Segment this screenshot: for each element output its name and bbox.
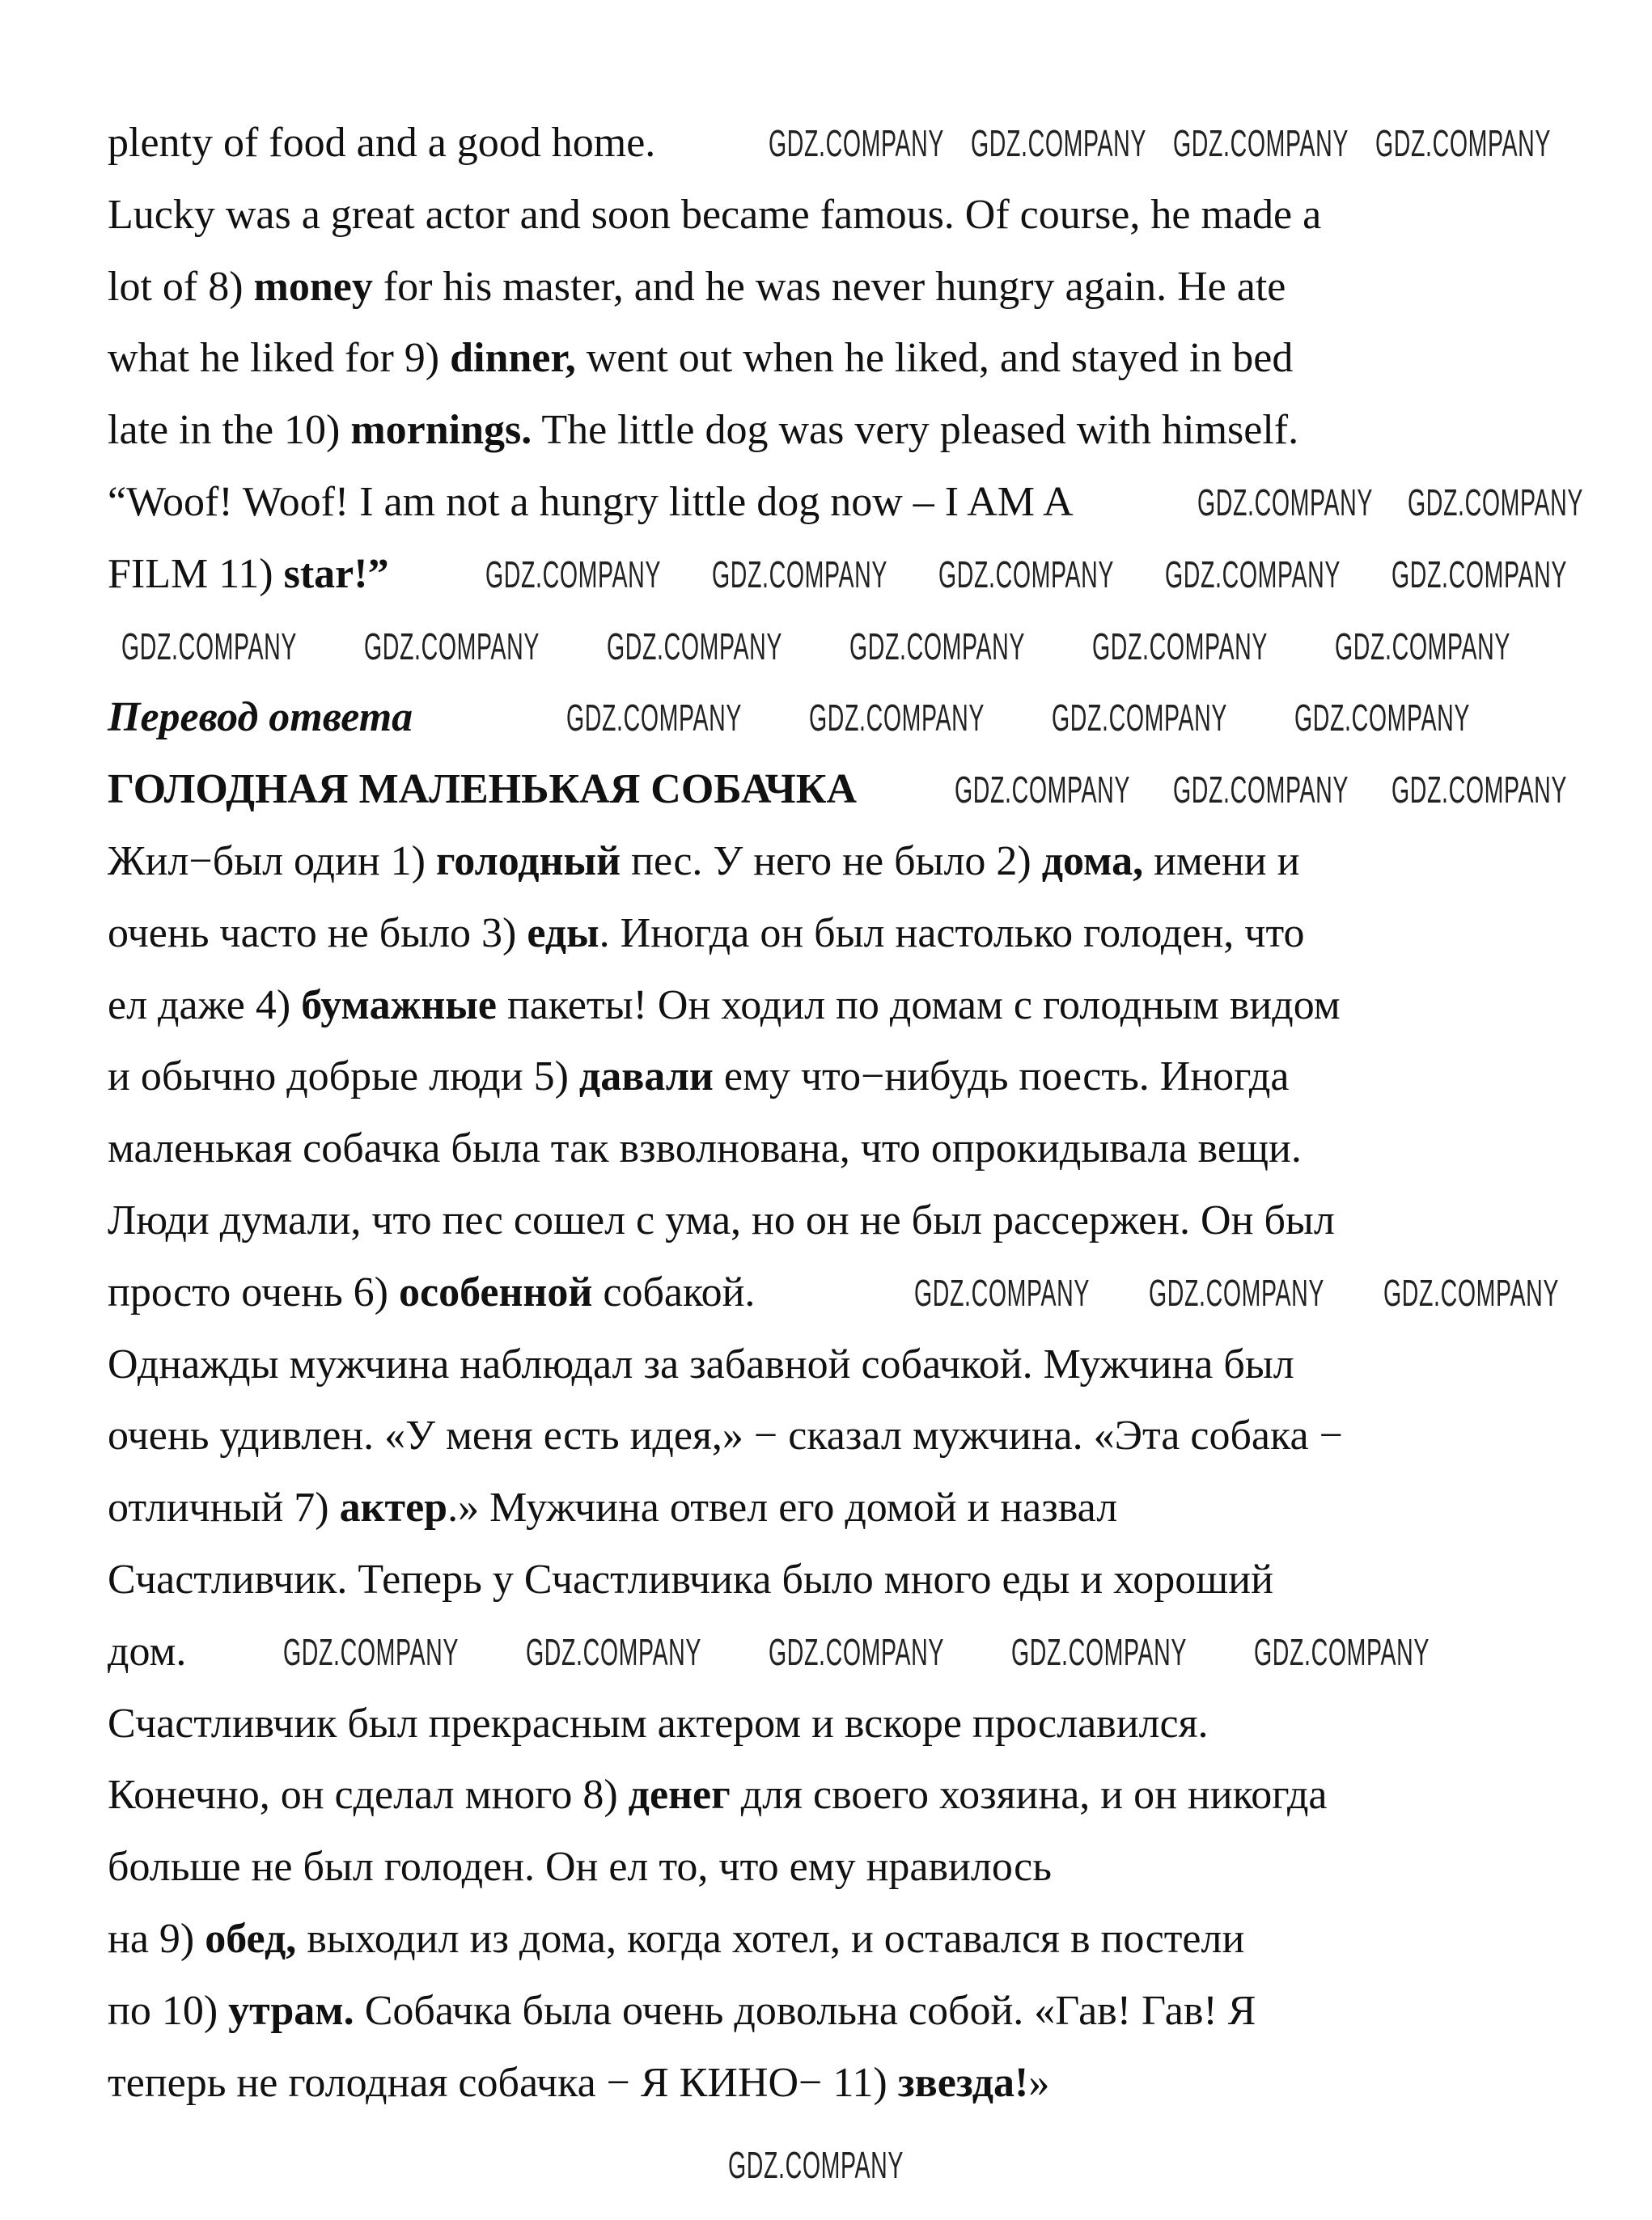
text-segment: what he liked for 9) bbox=[108, 335, 451, 382]
text-line bbox=[108, 1760, 1564, 1832]
watermark: GDZ.COMPANY bbox=[1408, 481, 1584, 523]
text-segment: маленькая собачка была так взволнована, что опрокидывала вещи. bbox=[108, 1125, 1302, 1172]
text-line bbox=[108, 898, 1564, 970]
text-line bbox=[108, 611, 1564, 683]
watermark: GDZ.COMPANY bbox=[1391, 553, 1568, 595]
text-segment: plenty of food and a good home. bbox=[108, 120, 656, 166]
watermark: GDZ.COMPANY bbox=[1197, 481, 1374, 523]
text-segment: пакеты! Он ходил по домам с голодным видом bbox=[496, 981, 1341, 1028]
emphasized-text: ГОЛОДНАЯ МАЛЕНЬКАЯ СОБАЧКА bbox=[108, 766, 858, 813]
text-line bbox=[108, 970, 1564, 1042]
text-segment: Люди думали, что пес сошел с ума, но он не был рассержен. Он был bbox=[108, 1197, 1335, 1243]
text-line bbox=[108, 754, 1564, 826]
text-segment: просто очень 6) bbox=[108, 1269, 399, 1315]
text-segment: » bbox=[1028, 2059, 1050, 2106]
text-segment: пес. У него не было 2) bbox=[621, 837, 1042, 884]
text-segment: Однажды мужчина наблюдал за забавной собачкой. Мужчина был bbox=[108, 1341, 1294, 1388]
text-segment: Конечно, он сделал много 8) bbox=[108, 1772, 629, 1819]
emphasized-text: давали bbox=[578, 1053, 714, 1100]
text-segment: Жил−был один 1) bbox=[108, 837, 436, 884]
text-line bbox=[108, 826, 1564, 898]
text-line bbox=[108, 1329, 1564, 1401]
text-segment: и обычно добрые люди 5) bbox=[108, 1053, 579, 1100]
text-line bbox=[108, 108, 1564, 180]
text-line bbox=[108, 1832, 1564, 1904]
text-line bbox=[108, 1041, 1564, 1113]
watermark: GDZ.COMPANY bbox=[955, 769, 1131, 811]
text-segment: ел даже 4) bbox=[108, 981, 302, 1028]
text-segment: выходил из дома, когда хотел, и оставался в постели bbox=[296, 1915, 1245, 1962]
text-segment: went out when he liked, and stayed in bed bbox=[575, 335, 1294, 382]
emphasized-text: дома, bbox=[1041, 837, 1144, 884]
emphasized-text: голодный bbox=[435, 837, 621, 884]
watermark: GDZ.COMPANY bbox=[1391, 769, 1568, 811]
emphasized-text: Перевод ответа bbox=[108, 694, 413, 741]
watermark: GDZ.COMPANY bbox=[283, 1631, 460, 1673]
emphasized-text: особенной bbox=[399, 1269, 593, 1315]
watermark: GDZ.COMPANY bbox=[1335, 625, 1511, 667]
watermark: GDZ.COMPANY bbox=[809, 697, 985, 739]
watermark: GDZ.COMPANY bbox=[938, 553, 1115, 595]
text-segment: собакой. bbox=[592, 1269, 756, 1315]
emphasized-text: бумажные bbox=[301, 981, 497, 1028]
watermark: GDZ.COMPANY bbox=[1052, 697, 1228, 739]
text-segment: . Иногда он был настолько голоден, что bbox=[599, 909, 1305, 956]
text-segment: на 9) bbox=[108, 1915, 205, 1962]
watermark: GDZ.COMPANY bbox=[1375, 122, 1552, 164]
text-segment: late in the 10) bbox=[108, 407, 351, 454]
emphasized-text: утрам. bbox=[228, 1987, 354, 2034]
watermark: GDZ.COMPANY bbox=[728, 2144, 904, 2186]
watermark: GDZ.COMPANY bbox=[485, 553, 662, 595]
text-segment: FILM 11) bbox=[108, 550, 284, 597]
emphasized-text: еды bbox=[527, 909, 599, 956]
watermark: GDZ.COMPANY bbox=[769, 1631, 945, 1673]
watermark: GDZ.COMPANY bbox=[526, 1631, 702, 1673]
text-line bbox=[108, 2048, 1564, 2120]
emphasized-text: mornings. bbox=[350, 407, 532, 454]
text-line bbox=[108, 252, 1564, 324]
emphasized-text: денег bbox=[628, 1772, 731, 1819]
emphasized-text: актер bbox=[339, 1485, 448, 1532]
text-segment: The little dog was very pleased with himself. bbox=[532, 407, 1299, 454]
text-line bbox=[108, 1400, 1564, 1472]
text-segment: теперь не голодная собачка − Я КИНО− 11) bbox=[108, 2059, 898, 2106]
text-line bbox=[108, 1472, 1564, 1544]
text-line bbox=[108, 180, 1564, 252]
text-line bbox=[108, 1257, 1564, 1329]
watermark: GDZ.COMPANY bbox=[1254, 1631, 1430, 1673]
watermark: GDZ.COMPANY bbox=[971, 122, 1147, 164]
text-segment: для своего хозяина, и он никогда bbox=[730, 1772, 1328, 1819]
watermark: GDZ.COMPANY bbox=[712, 553, 888, 595]
text-segment: Собачка была очень довольна собой. «Гав! Гав! Я bbox=[354, 1987, 1256, 2034]
emphasized-text: звезда! bbox=[897, 2059, 1029, 2106]
text-line bbox=[108, 1976, 1564, 2048]
text-line bbox=[108, 682, 1564, 754]
text-line bbox=[108, 1185, 1564, 1257]
watermark: GDZ.COMPANY bbox=[1165, 553, 1341, 595]
text-segment: очень часто не было 3) bbox=[108, 909, 527, 956]
text-segment: имени и bbox=[1143, 837, 1300, 884]
text-segment: .» Мужчина отвел его домой и назвал bbox=[447, 1485, 1118, 1532]
text-line bbox=[108, 323, 1564, 395]
text-segment: Lucky was a great actor and soon became famous. Of course, he made a bbox=[108, 191, 1322, 238]
text-line bbox=[108, 395, 1564, 467]
watermark: GDZ.COMPANY bbox=[1383, 1272, 1560, 1314]
text-segment: ему что−нибудь поесть. Иногда bbox=[713, 1053, 1290, 1100]
watermark: GDZ.COMPANY bbox=[1011, 1631, 1188, 1673]
text-segment: очень удивлен. «У меня есть идея,» − сказал мужчина. «Эта собака − bbox=[108, 1413, 1343, 1460]
text-line bbox=[108, 1544, 1564, 1616]
text-segment: по 10) bbox=[108, 1987, 229, 2034]
watermark: GDZ.COMPANY bbox=[1294, 697, 1471, 739]
text-line bbox=[108, 539, 1564, 611]
watermark: GDZ.COMPANY bbox=[566, 697, 743, 739]
text-segment: отличный 7) bbox=[108, 1485, 340, 1532]
watermark: GDZ.COMPANY bbox=[914, 1272, 1091, 1314]
text-line bbox=[108, 1113, 1564, 1185]
watermark: GDZ.COMPANY bbox=[1149, 1272, 1325, 1314]
text-line bbox=[108, 1904, 1564, 1976]
watermark: GDZ.COMPANY bbox=[1173, 769, 1349, 811]
text-line bbox=[108, 467, 1564, 539]
text-segment: for his master, and he was never hungry again. He ate bbox=[372, 263, 1286, 310]
emphasized-text: dinner, bbox=[450, 335, 576, 382]
text-segment: “Woof! Woof! I am not a hungry little dog now – I AM A bbox=[108, 478, 1074, 525]
watermark: GDZ.COMPANY bbox=[769, 122, 945, 164]
watermark: GDZ.COMPANY bbox=[1092, 625, 1269, 667]
text-segment: Счастливчик. Теперь у Счастливчика было много еды и хороший bbox=[108, 1556, 1273, 1603]
emphasized-text: обед, bbox=[205, 1915, 297, 1962]
text-segment: больше не был голоден. Он ел то, что ему нравилось bbox=[108, 1844, 1052, 1891]
text-line bbox=[108, 1616, 1564, 1688]
watermark: GDZ.COMPANY bbox=[849, 625, 1026, 667]
document-text bbox=[108, 108, 1564, 2119]
text-line bbox=[108, 1688, 1564, 1760]
text-segment: дом. bbox=[108, 1628, 187, 1675]
watermark: GDZ.COMPANY bbox=[364, 625, 540, 667]
text-segment: Счастливчик был прекрасным актером и вскоре прославился. bbox=[108, 1700, 1209, 1747]
emphasized-text: star!” bbox=[283, 550, 389, 597]
watermark: GDZ.COMPANY bbox=[607, 625, 783, 667]
watermark: GDZ.COMPANY bbox=[121, 625, 298, 667]
watermark: GDZ.COMPANY bbox=[1173, 122, 1349, 164]
emphasized-text: money bbox=[253, 263, 373, 310]
text-segment: lot of 8) bbox=[108, 263, 254, 310]
